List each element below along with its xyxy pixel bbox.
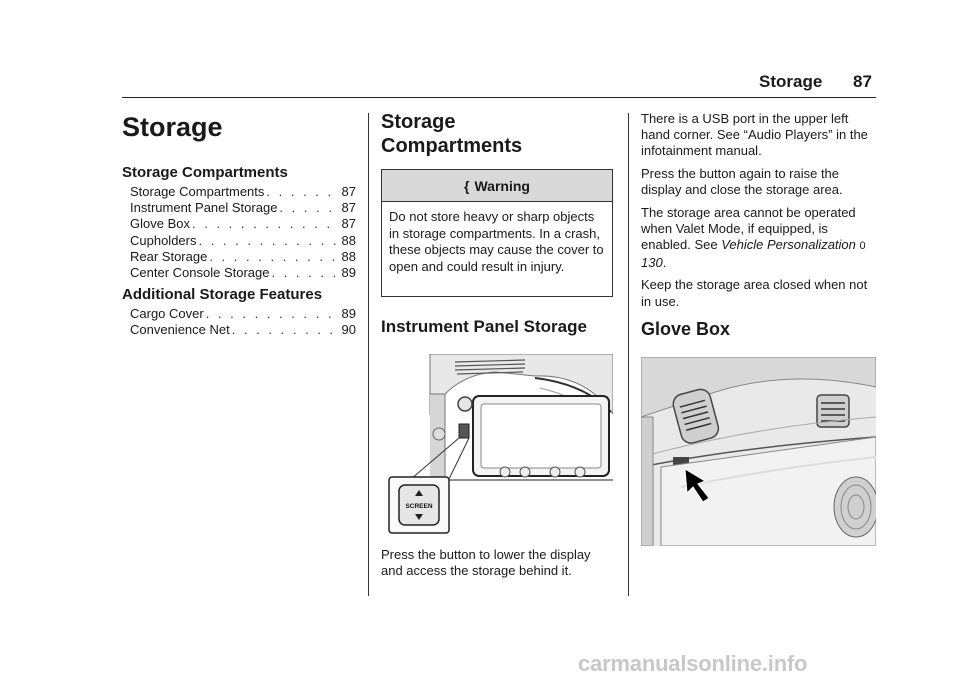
toc-entry-label: Cupholders: [130, 232, 197, 248]
ip-paragraph-5: Keep the storage area closed when not in use.: [641, 277, 868, 309]
toc-entry-page: 90: [341, 322, 356, 338]
toc-leader-dots: [271, 265, 339, 281]
warning-text: Do not store heavy or sharp objects in storage compartments. In a crash, these objects may cause the cover to open and could result in injury.: [389, 209, 604, 274]
page-header: [0, 0, 960, 100]
toc-entry-cargo-cover[interactable]: [130, 306, 356, 322]
toc-group-title: Storage Compartments: [122, 164, 288, 181]
toc-group-additional-storage: [122, 286, 356, 338]
running-title: Storage: [759, 72, 823, 91]
toc-leader-dots: [192, 216, 340, 232]
column-divider: [368, 113, 369, 596]
glove-box-heading: Glove Box: [641, 319, 731, 339]
header-rule: [122, 97, 876, 98]
toc-entry-storage-compartments[interactable]: [130, 184, 356, 200]
ip-paragraph-3: Press the button again to raise the display and close the storage area.: [641, 166, 843, 198]
screen-button-label: SCREEN: [405, 503, 433, 510]
toc-leader-dots: [279, 200, 339, 216]
ip-paragraph-1: Press the button to lower the display and access the storage behind it.: [381, 547, 591, 579]
toc-entry-page: 87: [341, 216, 356, 232]
instrument-panel-illustration: [385, 354, 613, 538]
glove-box-illustration: [641, 357, 876, 546]
toc-leader-dots: [266, 184, 339, 200]
toc-entry-page: 88: [341, 248, 356, 264]
toc-group-title: Additional Storage Features: [122, 286, 323, 303]
toc-leader-dots: [206, 306, 340, 322]
toc-entry-glove-box[interactable]: [130, 216, 356, 232]
warning-header: [382, 170, 612, 202]
page-reference-arrow-icon: 0: [859, 240, 866, 253]
warning-title: Warning: [474, 177, 530, 194]
heading-line: Compartments: [381, 135, 523, 157]
toc-list: [130, 184, 356, 281]
heading-line: Storage: [381, 111, 456, 133]
toc-entry-label: Storage Compartments: [130, 184, 265, 199]
toc-leader-dots: [209, 249, 339, 265]
instrument-panel-storage-heading: Instrument Panel Storage: [381, 317, 587, 336]
ip-paragraph-4-tail: .: [662, 254, 667, 270]
toc-leader-dots: [232, 322, 340, 338]
toc-group-storage-compartments: [122, 164, 356, 281]
toc-entry-cupholders[interactable]: [130, 233, 356, 249]
toc-entry-label: Glove Box: [130, 216, 190, 232]
toc-list: [130, 306, 356, 338]
chapter-title: Storage: [122, 112, 223, 142]
toc-entry-page: 89: [341, 265, 356, 281]
toc-entry-page: 88: [341, 232, 356, 248]
right-column-paragraphs: [641, 111, 876, 316]
toc-entry-label: Convenience Net: [130, 322, 230, 338]
toc-entry-label: Rear Storage: [130, 248, 208, 264]
column-divider: [628, 113, 629, 596]
warning-box: [381, 169, 613, 297]
cross-reference-link[interactable]: Vehicle Personalization: [721, 237, 856, 253]
toc-entry-page: 89: [341, 306, 356, 321]
ip-paragraph-2: There is a USB port in the upper left hand corner. See “Audio Players” in the infotainment manual.: [641, 111, 868, 159]
toc-entry-convenience-net[interactable]: [130, 322, 356, 338]
page-number: 87: [853, 72, 872, 91]
toc-entry-page: 87: [341, 184, 356, 199]
ip-paragraph-4: [641, 205, 876, 271]
toc-entry-instrument-panel-storage[interactable]: [130, 200, 356, 216]
toc-leader-dots: [199, 233, 340, 249]
instrument-panel-drawing: [385, 354, 613, 538]
glove-box-drawing: [641, 357, 876, 546]
watermark: carmanualsonline.info: [578, 651, 808, 676]
toc-entry-rear-storage[interactable]: [130, 249, 356, 265]
toc-entry-label: Instrument Panel Storage: [130, 200, 278, 216]
cross-reference-page[interactable]: 130: [641, 254, 663, 270]
toc-entry-center-console-storage[interactable]: [130, 265, 356, 281]
toc-entry-label: Cargo Cover: [130, 306, 204, 321]
ip-paragraph-4-text: The storage area cannot be operated when Valet Mode, if equipped, is enabled. See: [641, 205, 856, 253]
storage-compartments-heading: [381, 110, 613, 158]
toc-entry-page: 87: [341, 200, 356, 216]
warning-triangle-icon: {: [464, 177, 470, 194]
toc-entry-label: Center Console Storage: [130, 265, 270, 281]
